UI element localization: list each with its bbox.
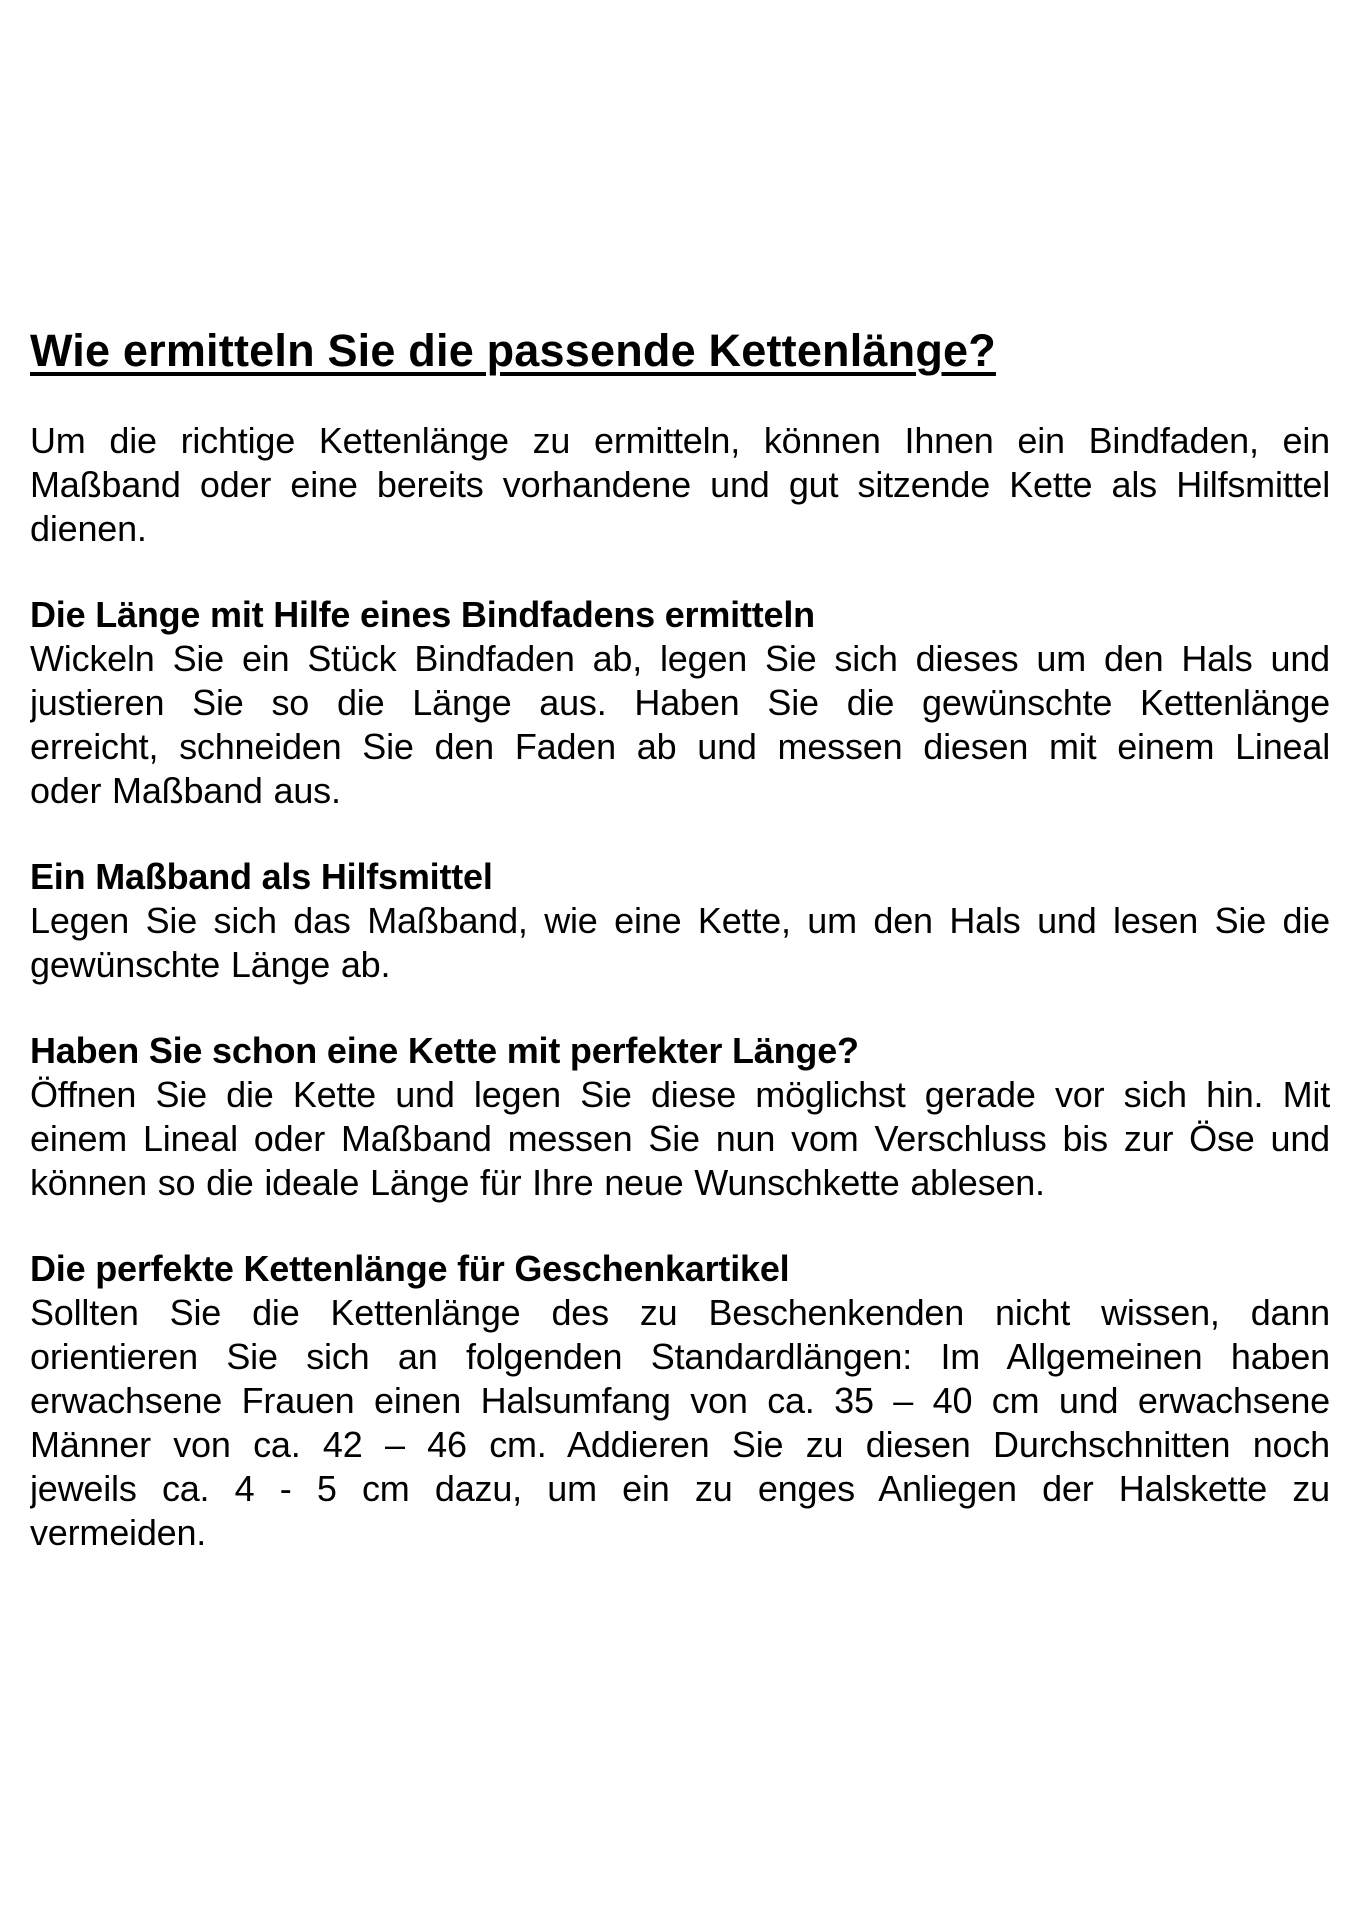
text-line: erreicht, schneiden Sie den Faden ab und messen diesen mit einem Lineal	[30, 726, 1330, 767]
section-paragraph-bindfaden	[30, 637, 1330, 813]
text-line: orientieren Sie sich an folgenden Standardlängen: Im Allgemeinen haben	[30, 1336, 1330, 1377]
page-title: Wie ermitteln Sie die passende Kettenlänge?	[30, 325, 996, 376]
text-line: jeweils ca. 4 - 5 cm dazu, um ein zu enges Anliegen der Halskette zu	[30, 1468, 1330, 1509]
section-heading-geschenkartikel: Die perfekte Kettenlänge für Geschenkartikel	[30, 1248, 790, 1289]
text-line: dienen.	[30, 508, 147, 549]
section-heading-vorhandene-kette: Haben Sie schon eine Kette mit perfekter Länge?	[30, 1030, 859, 1071]
section-paragraph-geschenkartikel	[30, 1291, 1330, 1555]
section-heading-bindfaden: Die Länge mit Hilfe eines Bindfadens ermitteln	[30, 594, 815, 635]
section-paragraph-vorhandene-kette	[30, 1073, 1330, 1205]
text-line: gewünschte Länge ab.	[30, 944, 391, 985]
text-line: Wickeln Sie ein Stück Bindfaden ab, legen Sie sich dieses um den Hals und	[30, 638, 1330, 679]
text-line: Öffnen Sie die Kette und legen Sie diese möglichst gerade vor sich hin. Mit	[30, 1074, 1330, 1115]
text-line: justieren Sie so die Länge aus. Haben Sie die gewünschte Kettenlänge	[30, 682, 1330, 723]
intro-paragraph	[30, 419, 1330, 551]
section-massband	[30, 855, 1330, 987]
section-geschenkartikel	[30, 1247, 1330, 1555]
text-line: Um die richtige Kettenlänge zu ermitteln, können Ihnen ein Bindfaden, ein	[30, 420, 1330, 461]
text-line: Legen Sie sich das Maßband, wie eine Kette, um den Hals und lesen Sie die	[30, 900, 1330, 941]
text-line: können so die ideale Länge für Ihre neue Wunschkette ablesen.	[30, 1162, 1045, 1203]
text-line: erwachsene Frauen einen Halsumfang von ca. 35 – 40 cm und erwachsene	[30, 1380, 1330, 1421]
section-paragraph-massband	[30, 899, 1330, 987]
section-bindfaden	[30, 593, 1330, 813]
text-line: vermeiden.	[30, 1512, 207, 1553]
text-line: oder Maßband aus.	[30, 770, 341, 811]
text-line: Männer von ca. 42 – 46 cm. Addieren Sie zu diesen Durchschnitten noch	[30, 1424, 1330, 1465]
section-heading-massband: Ein Maßband als Hilfsmittel	[30, 856, 493, 897]
text-line: einem Lineal oder Maßband messen Sie nun vom Verschluss bis zur Öse und	[30, 1118, 1330, 1159]
section-vorhandene-kette	[30, 1029, 1330, 1205]
text-line: Sollten Sie die Kettenlänge des zu Beschenkenden nicht wissen, dann	[30, 1292, 1330, 1333]
text-line: Maßband oder eine bereits vorhandene und gut sitzende Kette als Hilfsmittel	[30, 464, 1330, 505]
